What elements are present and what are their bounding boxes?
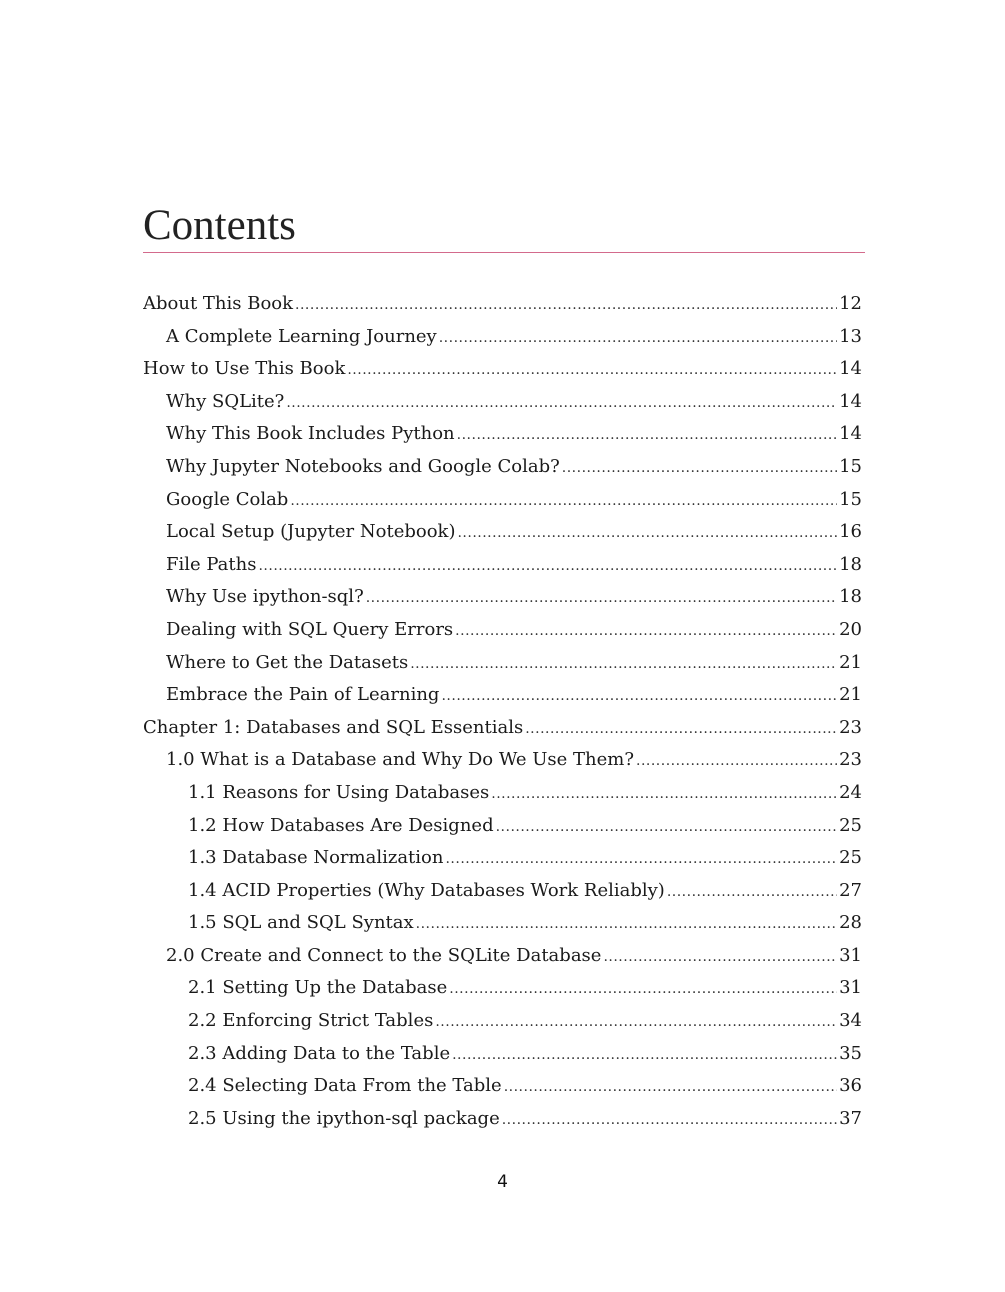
toc-entry-title: Why Jupyter Notebooks and Google Colab? [166,455,560,477]
toc-entry[interactable] [143,614,862,647]
toc-entry-page: 18 [839,553,862,575]
dot-leader [435,1006,837,1038]
toc-entry-page: 23 [839,716,862,738]
dot-leader [603,941,837,973]
toc-entry[interactable] [143,744,862,777]
toc-entry-page: 27 [839,879,862,901]
dot-leader [449,973,837,1005]
page-number: 4 [497,1172,508,1192]
toc-entry-page: 15 [839,455,862,477]
toc-entry-page: 20 [839,618,862,640]
toc-entry[interactable] [143,1103,862,1136]
dot-leader [502,1104,837,1136]
toc-entry-page: 14 [839,390,862,412]
dot-leader [504,1071,837,1103]
toc-entry-page: 21 [839,651,862,673]
toc-entry[interactable] [143,940,862,973]
toc-entry-title: A Complete Learning Journey [166,325,437,347]
toc-entry-title: 1.1 Reasons for Using Databases [188,781,490,803]
toc-entry-page: 37 [839,1107,862,1129]
dot-leader [286,387,837,419]
toc-entry[interactable] [143,549,862,582]
toc-entry[interactable] [143,1038,862,1071]
toc-entry[interactable] [143,810,862,843]
toc-entry[interactable] [143,418,862,451]
toc-entry[interactable] [143,581,862,614]
toc-entry-title: 2.3 Adding Data to the Table [188,1042,451,1064]
toc-entry-title: 1.4 ACID Properties (Why Databases Work Reliably) [188,879,665,901]
dot-leader [295,289,837,321]
toc-entry-page: 12 [839,293,862,314]
toc-entry-page: 28 [839,912,862,934]
table-of-contents [143,288,862,1135]
toc-entry[interactable] [143,1005,862,1038]
toc-entry[interactable] [143,647,862,680]
dot-leader [441,680,837,712]
toc-entry-title: 2.1 Setting Up the Database [188,977,448,999]
toc-entry-title: Why This Book Includes Python [166,423,455,445]
toc-entry-title: 2.5 Using the ipython-sql package [188,1107,500,1129]
toc-entry[interactable] [143,875,862,908]
toc-entry-title: 1.0 What is a Database and Why Do We Use Them? [166,749,634,771]
toc-entry[interactable] [143,451,862,484]
toc-entry-page: 23 [839,749,862,771]
dot-leader [491,778,837,810]
page-title: Contents [143,200,865,253]
toc-entry-page: 31 [839,944,862,966]
toc-entry-title: 1.2 How Databases Are Designed [188,814,494,836]
dot-leader [496,811,838,843]
toc-entry[interactable] [143,321,862,354]
toc-entry-title: 2.4 Selecting Data From the Table [188,1075,502,1097]
toc-entry[interactable] [143,1070,862,1103]
toc-entry-title: Google Colab [166,488,289,510]
dot-leader [416,908,837,940]
toc-entry-title: File Paths [166,553,257,575]
toc-entry[interactable] [143,907,862,940]
toc-entry[interactable] [143,777,862,810]
toc-entry[interactable] [143,712,862,745]
toc-entry-page: 18 [839,586,862,608]
toc-entry-title: 1.5 SQL and SQL Syntax [188,912,414,934]
dot-leader [455,615,837,647]
toc-entry-title: Chapter 1: Databases and SQL Essentials [143,716,524,738]
toc-entry-page: 34 [839,1010,862,1032]
toc-entry-title: Local Setup (Jupyter Notebook) [166,521,456,543]
dot-leader [667,876,837,908]
toc-entry-page: 14 [839,358,862,380]
dot-leader [525,713,837,745]
toc-entry-title: Why SQLite? [166,390,285,412]
dot-leader [258,550,837,582]
toc-entry[interactable] [143,386,862,419]
toc-entry-title: Why Use ipython-sql? [166,586,364,608]
toc-entry-title: 2.0 Create and Connect to the SQLite Database [166,944,602,966]
dot-leader [347,354,837,386]
toc-entry[interactable] [143,842,862,875]
toc-entry-page: 25 [839,814,862,836]
dot-leader [457,517,837,549]
toc-entry-page: 13 [839,325,862,347]
dot-leader [452,1039,837,1071]
toc-entry-title: Embrace the Pain of Learning [166,684,440,706]
toc-entry[interactable] [143,972,862,1005]
dot-leader [366,582,837,614]
dot-leader [290,485,837,517]
toc-entry-title: 2.2 Enforcing Strict Tables [188,1010,434,1032]
toc-entry-page: 14 [839,423,862,445]
toc-entry-page: 25 [839,847,862,869]
toc-entry[interactable] [143,679,862,712]
toc-entry-page: 35 [839,1042,862,1064]
dot-leader [457,419,837,451]
toc-entry-title: About This Book [143,293,294,314]
toc-entry-page: 36 [839,1075,862,1097]
toc-entry-page: 21 [839,684,862,706]
toc-entry-page: 16 [839,521,862,543]
dot-leader [445,843,837,875]
dot-leader [439,322,837,354]
toc-entry-title: Where to Get the Datasets [166,651,409,673]
toc-entry-page: 15 [839,488,862,510]
toc-entry-title: How to Use This Book [143,358,346,380]
dot-leader [562,452,837,484]
dot-leader [636,745,837,777]
toc-entry[interactable] [143,353,862,386]
dot-leader [410,648,837,680]
toc-entry-page: 24 [839,781,862,803]
toc-entry[interactable] [143,484,862,517]
toc-entry-title: 1.3 Database Normalization [188,847,444,869]
toc-entry-page: 31 [839,977,862,999]
toc-entry[interactable] [143,516,862,549]
toc-entry-title: Dealing with SQL Query Errors [166,618,454,640]
toc-entry[interactable] [143,288,862,321]
